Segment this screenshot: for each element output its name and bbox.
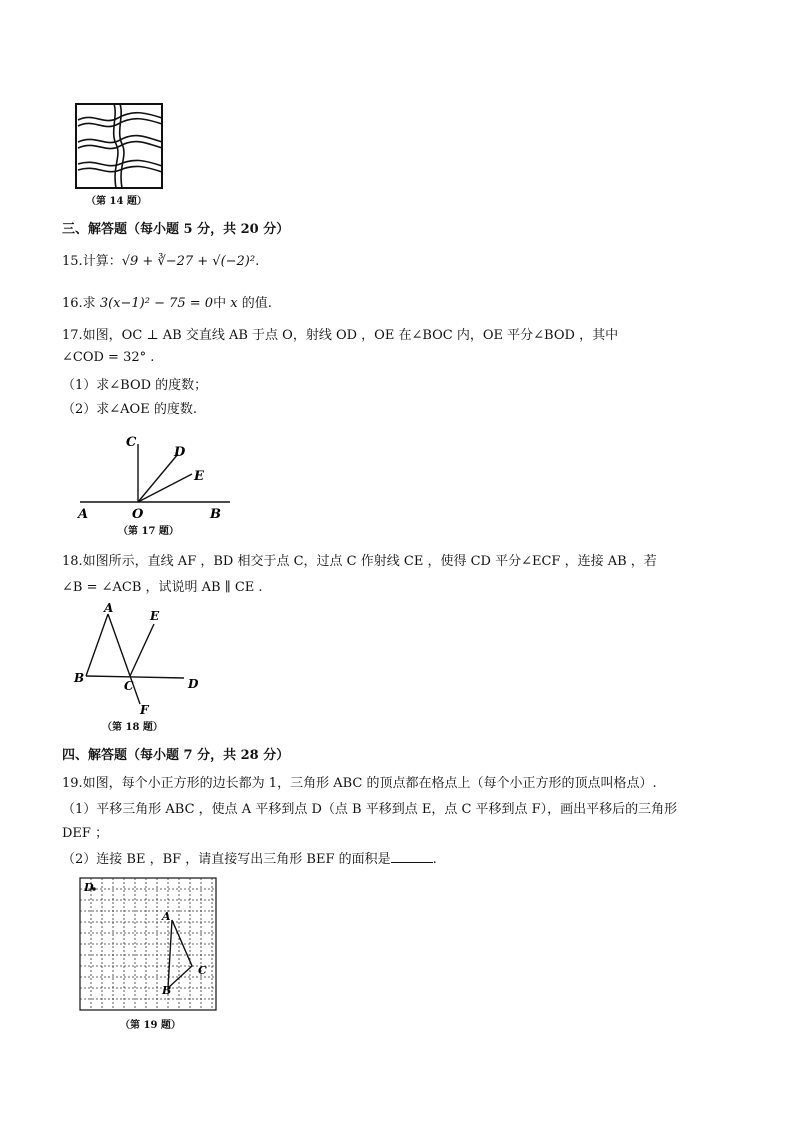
figure-18-drawing xyxy=(72,600,212,714)
q15-lead: 计算： xyxy=(82,254,122,269)
fig18-label-F: F xyxy=(140,703,149,714)
figure-19 xyxy=(76,874,222,1034)
fig17-label-A: A xyxy=(78,507,89,522)
q19-line-4 xyxy=(62,848,437,867)
fig17-label-B: B xyxy=(210,507,221,522)
figure-17-drawing xyxy=(70,430,240,522)
figure-14-caption: （第 14 题） xyxy=(86,196,147,207)
section-3-title: 三、解答题（每小题 5 分，共 20 分） xyxy=(62,222,290,237)
fig19-label-A: A xyxy=(162,910,171,923)
q16-tail: 的值. xyxy=(241,296,272,311)
q19-line-3: DEF ； xyxy=(62,826,109,841)
answer-blank[interactable] xyxy=(391,850,433,863)
figure-18-caption: （第 18 题） xyxy=(102,722,163,733)
fig17-label-D: D xyxy=(174,445,186,460)
figure-14 xyxy=(74,102,166,212)
fig18-label-B: B xyxy=(74,671,85,685)
q19-line-4-text: （2）连接 BE ，BF ，请直接写出三角形 BEF 的面积是 xyxy=(62,852,391,867)
q19-line-1: 19.如图，每个小正方形的边长都为 1，三角形 ABC 的顶点都在格点上（每个小正方形的顶点叫格点）. xyxy=(62,776,657,791)
fig18-label-A: A xyxy=(104,601,114,615)
question-16 xyxy=(62,292,272,311)
fig19-label-C: C xyxy=(198,964,207,977)
fig19-label-D: D xyxy=(84,881,94,894)
q16-mid: 中 xyxy=(213,296,227,311)
fig19-label-B: B xyxy=(162,984,172,997)
q16-variable: x xyxy=(230,296,238,311)
question-15 xyxy=(62,250,259,269)
q17-line-1: 17.如图，OC ⊥ AB 交直线 AB 于点 O，射线 OD ，OE 在∠BOC 内，OE 平分∠BOD ，其中 xyxy=(62,328,619,343)
figure-19-grid xyxy=(76,874,220,1014)
fig18-label-E: E xyxy=(150,609,160,623)
figure-17-caption: （第 17 题） xyxy=(118,526,179,537)
figure-18 xyxy=(72,600,212,734)
fig17-label-E: E xyxy=(194,469,204,484)
q18-line-1: 18.如图所示，直线 AF ，BD 相交于点 C，过点 C 作射线 CE ，使得 CD 平分∠ECF ，连接 AB ，若 xyxy=(62,554,657,569)
q17-sub-2: （2）求∠AOE 的度数. xyxy=(62,402,197,417)
q19-line-2: （1）平移三角形 ABC ，使点 A 平移到点 D（点 B 平移到点 E，点 C 平移到点 F），画出平移后的三角形 xyxy=(62,802,678,817)
figure-19-caption: （第 19 题） xyxy=(120,1020,181,1031)
q19-line-4-tail: . xyxy=(432,852,437,867)
q16-equation: 3(x−1)² − 75 = 0 xyxy=(99,296,214,311)
fig17-label-C: C xyxy=(126,435,137,450)
fig17-label-O: O xyxy=(132,507,144,522)
q17-line-2: ∠COD = 32° . xyxy=(62,350,155,365)
q18-line-2: ∠B = ∠ACB ，试说明 AB ∥ CE . xyxy=(62,580,263,595)
q15-number: 15. xyxy=(62,254,83,269)
q15-tail: . xyxy=(255,254,260,269)
q15-expression: √9 + ∛−27 + √(−2)² xyxy=(121,254,256,269)
section-4-title: 四、解答题（每小题 7 分，共 28 分） xyxy=(62,748,290,763)
figure-17 xyxy=(70,430,240,542)
fig18-label-C: C xyxy=(124,679,134,693)
figure-14-drawing xyxy=(74,102,166,190)
fig18-label-D: D xyxy=(188,677,199,691)
q16-lead: 16.求 xyxy=(62,296,96,311)
q17-sub-1: （1）求∠BOD 的度数； xyxy=(62,378,208,393)
